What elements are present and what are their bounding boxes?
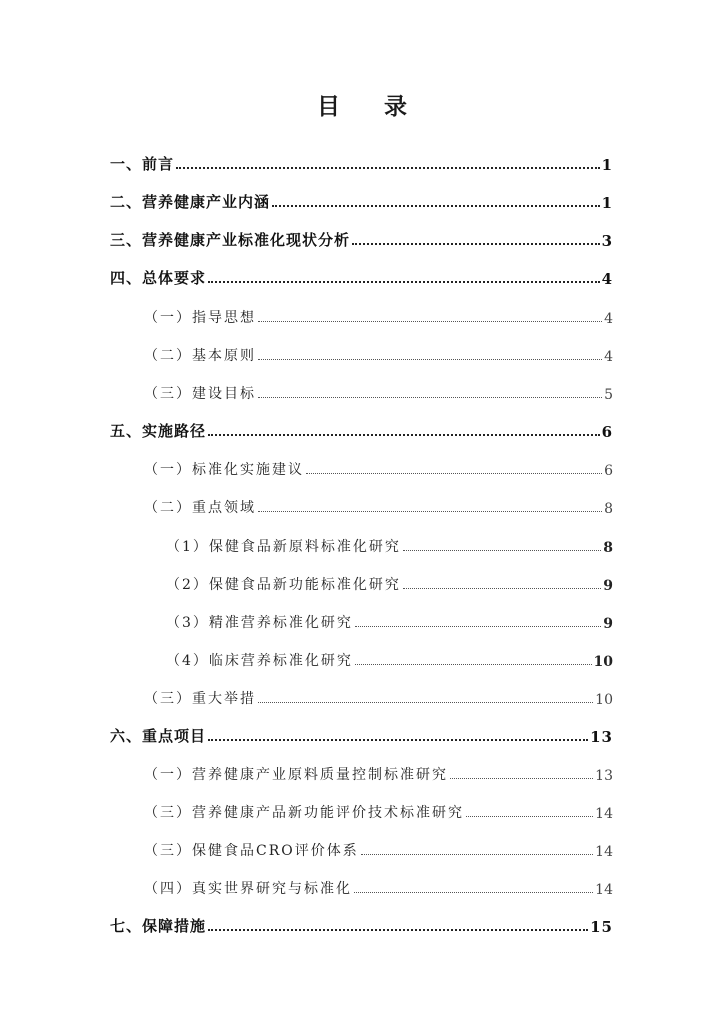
- toc-entry-label: 三、营养健康产业标准化现状分析: [110, 231, 351, 249]
- toc-entry-key-projects[interactable]: [110, 724, 613, 746]
- toc-entry-new-functions[interactable]: [166, 572, 613, 594]
- dot-leader: [352, 243, 600, 245]
- toc-entry-standardization-suggestions[interactable]: [144, 457, 613, 479]
- dot-leader: [272, 205, 600, 207]
- toc-entry-label: 六、重点项目: [110, 727, 207, 745]
- dot-leader: [403, 550, 601, 551]
- toc-page-number: 3: [601, 232, 613, 250]
- dot-leader: [355, 626, 601, 627]
- toc-page-number: 15: [590, 918, 613, 936]
- toc-entry-precision-nutrition[interactable]: [166, 610, 613, 632]
- toc-entry-construction-goals[interactable]: [144, 381, 613, 403]
- toc-entry-label: （2）保健食品新功能标准化研究: [166, 577, 401, 593]
- dot-leader: [208, 929, 588, 931]
- dot-leader: [176, 167, 600, 169]
- toc-page-number: 6: [604, 463, 613, 479]
- toc-entry-label: （4）临床营养标准化研究: [166, 653, 353, 669]
- toc-page-number: 4: [601, 270, 613, 288]
- toc-entry-label: （一）营养健康产业原料质量控制标准研究: [144, 767, 448, 783]
- dot-leader: [258, 397, 602, 398]
- toc-entry-new-raw-materials[interactable]: [166, 534, 613, 556]
- dot-leader: [258, 321, 602, 322]
- toc-entry-label: （一）指导思想: [144, 310, 256, 326]
- toc-entry-implementation-path[interactable]: [110, 419, 613, 441]
- dot-leader: [208, 739, 588, 741]
- toc-page-number: 4: [604, 349, 613, 365]
- toc-entry-label: 二、营养健康产业内涵: [110, 193, 271, 211]
- toc-entry-label: （三）重大举措: [144, 691, 256, 707]
- toc-entry-key-areas[interactable]: [144, 495, 613, 517]
- dot-leader: [450, 778, 593, 779]
- toc-entry-basic-principles[interactable]: [144, 343, 613, 365]
- toc-entry-function-evaluation[interactable]: [144, 800, 613, 822]
- toc-entry-label: （1）保健食品新原料标准化研究: [166, 539, 401, 555]
- toc-entry-safeguards[interactable]: [110, 914, 613, 936]
- toc-page-number: 10: [593, 654, 613, 670]
- toc-entry-label: 五、实施路径: [110, 422, 207, 440]
- toc-entry-label: 四、总体要求: [110, 269, 207, 287]
- toc-page-number: 13: [590, 728, 613, 746]
- toc-page-number: 9: [603, 616, 613, 632]
- toc-entry-real-world-research[interactable]: [144, 876, 613, 898]
- toc-page-number: 14: [595, 806, 613, 822]
- toc-entry-label: （一）标准化实施建议: [144, 462, 304, 478]
- toc-entry-guiding-ideology[interactable]: [144, 305, 613, 327]
- toc-entry-status-analysis[interactable]: [110, 228, 613, 250]
- toc-entry-label: （三）营养健康产品新功能评价技术标准研究: [144, 805, 464, 821]
- dot-leader: [208, 434, 600, 436]
- toc-entry-label: （四）真实世界研究与标准化: [144, 881, 352, 897]
- toc-page-number: 4: [604, 311, 613, 327]
- toc-page-number: 5: [604, 387, 613, 403]
- dot-leader: [354, 892, 593, 893]
- toc-page-number: 14: [595, 844, 613, 860]
- toc-page-number: 8: [604, 501, 613, 517]
- toc-entry-label: （二）基本原则: [144, 348, 256, 364]
- toc-page-number: 8: [603, 540, 613, 556]
- dot-leader: [258, 511, 602, 512]
- toc-entry-raw-material-quality[interactable]: [144, 762, 613, 784]
- toc-page-number: 6: [601, 423, 613, 441]
- toc-entry-industry-connotation[interactable]: [110, 190, 613, 212]
- toc-entry-label: 一、前言: [110, 155, 175, 173]
- dot-leader: [403, 588, 601, 589]
- toc-entry-cro-evaluation[interactable]: [144, 838, 613, 860]
- toc-page-number: 14: [595, 882, 613, 898]
- toc-entry-clinical-nutrition[interactable]: [166, 648, 613, 670]
- toc-entry-preface[interactable]: [110, 152, 613, 174]
- toc-page-number: 9: [603, 578, 613, 594]
- toc-entry-label: （3）精准营养标准化研究: [166, 615, 353, 631]
- toc-page-number: 10: [595, 692, 613, 708]
- toc-page-number: 1: [601, 194, 613, 212]
- dot-leader: [258, 702, 593, 703]
- dot-leader: [306, 473, 602, 474]
- dot-leader: [258, 359, 602, 360]
- toc-entry-label: （三）保健食品CRO评价体系: [144, 843, 359, 859]
- toc-page-number: 1: [601, 156, 613, 174]
- dot-leader: [355, 664, 592, 665]
- dot-leader: [361, 854, 593, 855]
- toc-entry-label: （三）建设目标: [144, 386, 256, 402]
- dot-leader: [208, 281, 600, 283]
- toc-entry-label: 七、保障措施: [110, 917, 207, 935]
- toc-page-number: 13: [595, 768, 613, 784]
- page-title: 目 录: [316, 93, 425, 120]
- dot-leader: [466, 816, 593, 817]
- toc-entry-label: （二）重点领域: [144, 500, 256, 516]
- toc-entry-major-measures[interactable]: [144, 686, 613, 708]
- toc-entry-overall-requirements[interactable]: [110, 266, 613, 288]
